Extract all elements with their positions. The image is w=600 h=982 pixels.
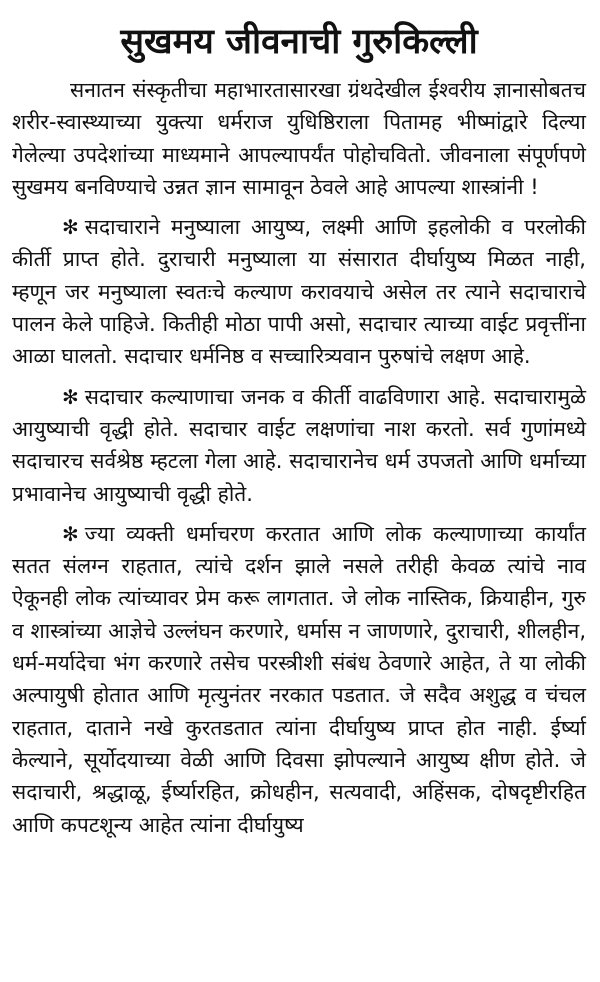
point-paragraph-1 [12,211,586,372]
point-text-1: सदाचाराने मनुष्याला आयुष्य, लक्ष्मी आणि इहलोकी व परलोकी कीर्ती प्राप्त होते. दुराचारी मनुष्याला या संसारात दीर्घायुष्य मिळत नाही, म्हणून जर मनुष्याला स्वतःचे कल्याण करावयाचे असेल तर त्याने सदाचाराचे पालन केले पाहिजे. कितीही मोठा पापी असो, सदाचार त्याच्या वाईट प्रवृत्तींना आळा घालतो. सदाचार धर्मनिष्ठ व सच्चारित्र्यवान पुरुषांचे लक्षण आहे. [12,215,586,369]
point-text-3: ज्या व्यक्ती धर्माचरण करतात आणि लोक कल्याणाच्या कार्यांत सतत संलग्न राहतात, त्यांचे दर्शन झाले नसले तरीही केवळ त्यांचे नाव ऐकूनही लोक त्यांच्यावर प्रेम करू लागतात. जे लोक नास्तिक, क्रियाहीन, गुरु व शास्त्रांच्या आज्ञेचे उल्लंघन करणारे, धर्मास न जाणणारे, दुराचारी, शीलहीन, धर्म-मर्यादेचा भंग करणारे तसेच परस्त्रीशी संबंध ठेवणारे आहेत, ते या लोकी अल्पायुषी होतात आणि मृत्युनंतर नरकात पडतात. जे सदैव अशुद्ध व चंचल राहतात, दाताने नखे कुरतडतात त्यांना दीर्घायुष्य प्राप्त होत नाही. ईर्ष्या केल्याने, सूर्योदयाच्या वेळी आणि दिवसा झोपल्याने आयुष्य क्षीण होते. जे सदाचारी, श्रद्धाळू, ईर्ष्यारहित, क्रोधहीन, सत्यवादी, अहिंसक, दोषदृष्टीरहित आणि कपटशून्य आहेत त्यांना दीर्घायुष्य [12,521,586,837]
asterisk-bullet-icon: ✻ [62,521,79,546]
point-paragraph-3 [12,518,586,841]
asterisk-bullet-icon: ✻ [62,384,79,409]
point-text-2: सदाचार कल्याणाचा जनक व कीर्ती वाढविणारा आहे. सदाचारामुळे आयुष्याची वृद्धी होते. सदाचार वाईट लक्षणांचा नाश करतो. सर्व गुणांमध्ये सदाचारच सर्वश्रेष्ठ म्हटला गेला आहे. सदाचारानेच धर्म उपजतो आणि धर्माच्या प्रभावानेच आयुष्याची वृद्धी होते. [12,384,586,506]
intro-paragraph: सनातन संस्कृतीचा महाभारतासारखा ग्रंथदेखील ईश्वरीय ज्ञानासोबतच शरीर-स्वास्थ्याच्या युक्त्या धर्मराज युधिष्ठिराला पितामह भीष्मांद्वारे दिल्या गेलेल्या उपदेशांच्या माध्यमाने आपल्यापर्यंत पोहोचवितो. जीवनाला संपूर्णपणे सुखमय बनविण्याचे उन्नत ज्ञान सामावून ठेवले आहे आपल्या शास्त्रांनी ! [12,78,586,199]
asterisk-bullet-icon: ✻ [62,215,79,240]
point-paragraph-2 [12,381,586,510]
article-title: सुखमय जीवनाची गुरुकिल्ली [120,22,478,62]
